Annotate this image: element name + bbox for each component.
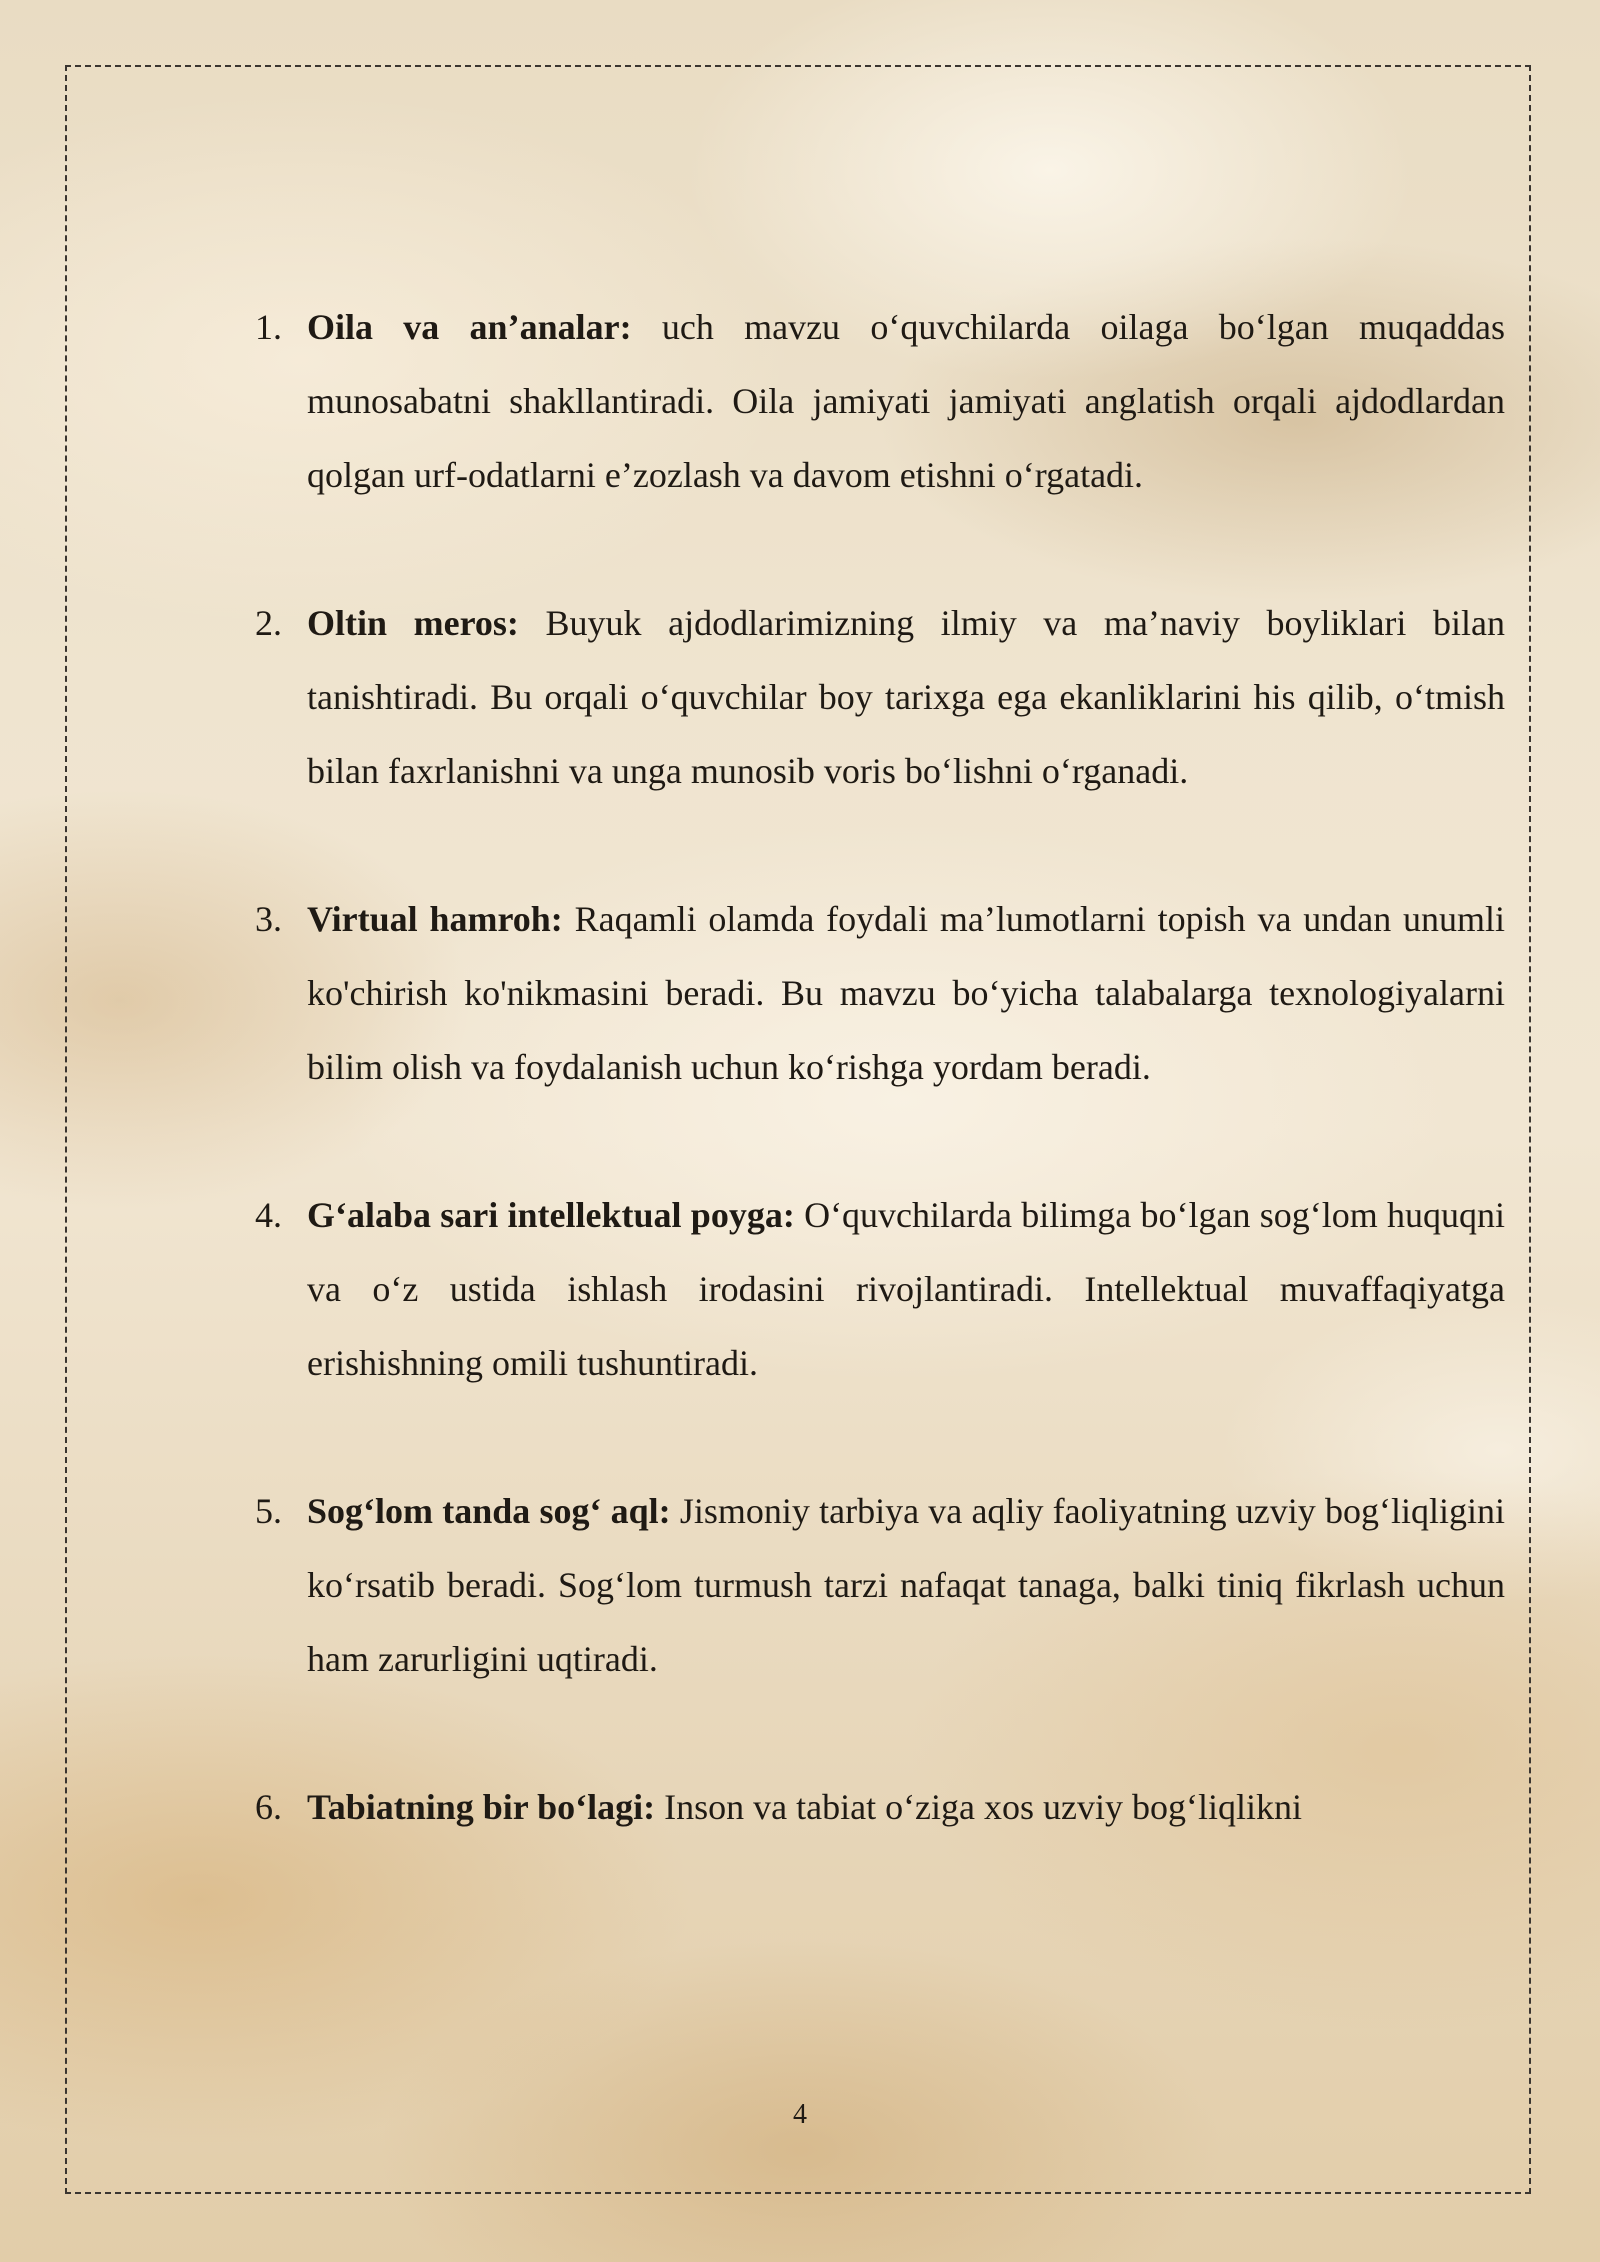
list-item — [255, 1178, 1505, 1400]
list-item-body — [307, 290, 1505, 512]
numbered-list — [255, 290, 1505, 1918]
list-item — [255, 586, 1505, 808]
list-item-text: O‘quvchilarda bilimga bo‘lgan sog‘lom huquqni va o‘z ustida ishlash irodasini rivojlantiradi. Intellektual muvaffaqiyatga erishishning omili tushuntiradi. — [307, 1195, 1505, 1383]
list-item-body — [307, 1178, 1505, 1400]
list-item-title: Tabiatning bir bo‘lagi: — [307, 1787, 656, 1827]
list-item-number: 3. — [255, 899, 282, 939]
page-number: 4 — [793, 2099, 807, 2130]
list-item-body — [307, 1770, 1505, 1844]
list-item-number: 4. — [255, 1195, 282, 1235]
list-item-text: Inson va tabiat o‘ziga xos uzviy bog‘liqlikni — [655, 1787, 1302, 1827]
list-item-number: 6. — [255, 1787, 282, 1827]
list-item-text: Buyuk ajdodlarimizning ilmiy va ma’naviy boyliklari bilan tanishtiradi. Bu orqali o‘quvchilar boy tarixga ega ekanliklarini his qilib, o‘tmish bilan faxrlanishni va unga munosib voris bo‘lishni o‘rganadi. — [307, 603, 1505, 791]
list-item — [255, 882, 1505, 1104]
list-item-number: 2. — [255, 603, 282, 643]
list-item — [255, 1474, 1505, 1696]
list-item-body — [307, 882, 1505, 1104]
list-item — [255, 1770, 1505, 1844]
list-item-title: Virtual hamroh: — [307, 899, 563, 939]
list-item-text: Raqamli olamda foydali ma’lumotlarni topish va undan unumli ko'chirish ko'nikmasini beradi. Bu mavzu bo‘yicha talabalarga texnologiyalarni bilim olish va foydalanish uchun ko‘rishga yordam beradi. — [307, 899, 1506, 1087]
list-item-body — [307, 586, 1505, 808]
list-item-body — [307, 1474, 1505, 1696]
list-item-text: Jismoniy tarbiya va aqliy faoliyatning uzviy bog‘liqligini ko‘rsatib beradi. Sog‘lom turmush tarzi nafaqat tanaga, balki tiniq fikrlash uchun ham zarurligini uqtiradi. — [307, 1491, 1505, 1679]
list-item-number: 1. — [255, 307, 282, 347]
list-item-title: Sog‘lom tanda sog‘ aql: — [307, 1491, 671, 1531]
list-item-text: uch mavzu o‘quvchilarda oilaga bo‘lgan muqaddas munosabatni shakllantiradi. Oila jamiyati jamiyati anglatish orqali ajdodlardan qolgan urf-odatlarni e’zozlash va davom etishni o‘rgatadi. — [307, 307, 1505, 495]
list-item-title: Oila va an’analar: — [307, 307, 632, 347]
list-item-title: Oltin meros: — [307, 603, 519, 643]
list-item-number: 5. — [255, 1491, 282, 1531]
list-item-title: G‘alaba sari intellektual poyga: — [307, 1195, 795, 1235]
list-item — [255, 290, 1505, 512]
